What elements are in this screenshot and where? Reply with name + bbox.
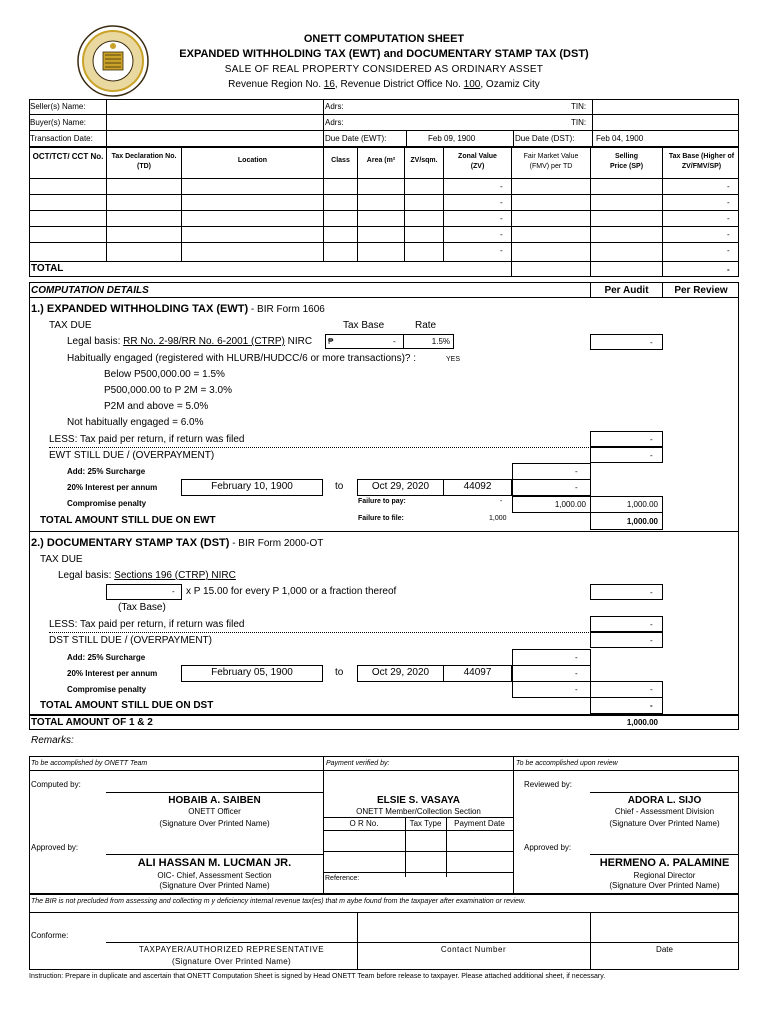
computed-by-label: Computed by: <box>31 780 81 789</box>
dst-base-box <box>106 584 182 600</box>
disclaimer: The BIR is not precluded from assessing and collecting m y deficiency internal revenue tax(es) that m aybe found from the taxpayer after examination or review. <box>31 898 526 905</box>
row1-zv: - <box>500 182 503 191</box>
ewt-interest-box <box>512 479 591 496</box>
ewt-interest-value: - <box>575 483 578 492</box>
rr-number: 16 <box>323 79 335 90</box>
rr-prefix: Revenue Region No. <box>228 79 324 90</box>
row2-zv: - <box>500 198 503 207</box>
approved-by-label: Approved by: <box>31 843 79 852</box>
computed-title: ONETT Officer <box>188 807 241 816</box>
conforme-label: Conforme: <box>31 931 69 940</box>
computed-sig-note: (Signature Over Printed Name) <box>159 819 270 828</box>
ewt-failure-file: Failure to file: <box>358 515 404 522</box>
row4-zv: - <box>500 230 503 239</box>
total-value: - <box>727 265 730 274</box>
verifier-name: ELSIE S. VASAYA <box>377 795 460 806</box>
taxpayer-sig-note: (Signature Over Printed Name) <box>172 957 291 966</box>
due-dst-value: Feb 04, 1900 <box>596 134 644 143</box>
col-zvsqm: ZV/sqm. <box>410 157 438 164</box>
reviewed-by-label: Reviewed by: <box>524 780 573 789</box>
ewt-legal-link: RR No. 2-98/RR No. 6-2001 (CTRP) <box>123 336 285 347</box>
dst-compromise-box <box>512 681 591 698</box>
sheet-line3: SALE OF REAL PROPERTY CONSIDERED AS ORDINARY ASSET <box>224 64 544 75</box>
dst-interest: 20% Interest per annum <box>67 669 158 678</box>
dst-base-value: - <box>172 587 175 596</box>
dst-less: LESS: Tax paid per return, if return was filed <box>49 619 245 630</box>
buyer-tin-label: TIN: <box>571 118 587 127</box>
due-dst-label: Due Date (DST): <box>515 134 575 143</box>
dst-legal-line <box>58 570 236 581</box>
ewt-compromise-audit: 1,000.00 <box>554 500 586 509</box>
dst-legal-link: Sections 196 (CTRP) NIRC <box>114 570 236 581</box>
ewt-rate-1: Below P500,000.00 = 1.5% <box>104 369 225 380</box>
upon-review-label: To be accomplished upon review <box>516 760 618 767</box>
dst-tax-base-note: (Tax Base) <box>118 602 166 613</box>
ewt-rate-value: 1.5% <box>431 337 450 346</box>
dst-heading: 2.) DOCUMENTARY STAMP TAX (DST) <box>31 537 230 549</box>
dst-to-date: Oct 29, 2020 <box>371 667 430 678</box>
ewt-to: to <box>335 481 344 492</box>
rdo-suffix: , Ozamiz City <box>480 79 540 90</box>
sheet-title: ONETT COMPUTATION SHEET <box>303 33 465 45</box>
col-sp: Selling Price (SP) <box>609 153 644 170</box>
remarks-label: Remarks: <box>31 735 74 746</box>
ewt-total-label: TOTAL AMOUNT STILL DUE ON EWT <box>40 515 216 526</box>
dst-interest-box <box>512 665 591 682</box>
col-zv: Zonal Value (ZV) <box>458 153 497 170</box>
approver1-sig-note: (Signature Over Printed Name) <box>159 881 270 890</box>
sheet-subtitle: EXPANDED WITHHOLDING TAX (EWT) and DOCUMENTARY STAMP TAX (DST) <box>179 48 589 60</box>
col-td: Tax Declaration No. (TD) <box>111 153 177 170</box>
seller-label: Seller(s) Name: <box>30 102 86 111</box>
approved-by2-label: Approved by: <box>524 843 572 852</box>
ewt-legal-suffix: NIRC <box>284 336 313 347</box>
buyer-label: Buyer(s) Name: <box>30 118 87 127</box>
ewt-surcharge-box <box>512 463 591 480</box>
due-ewt-value: Feb 09, 1900 <box>428 134 476 143</box>
reviewer-title: Chief - Assessment Division <box>614 807 715 816</box>
dst-surcharge-value: - <box>575 653 578 662</box>
ewt-peso: ₱ <box>328 337 334 346</box>
dst-rate-text: x P 15.00 for every P 1,000 or a fraction thereof <box>186 586 397 597</box>
onett-team-label: To be accomplished by ONETT Team <box>31 760 148 767</box>
or-no-label: O R No. <box>349 819 379 828</box>
ewt-rate-label: Rate <box>415 320 437 331</box>
grand-total-label: TOTAL AMOUNT OF 1 & 2 <box>31 717 153 728</box>
ewt-audit-value: - <box>650 338 653 347</box>
ewt-heading-line <box>31 303 325 315</box>
contact-number-label: Contact Number <box>440 945 507 954</box>
dst-total-value: - <box>650 701 653 710</box>
ewt-still-due-value: - <box>650 451 653 460</box>
ewt-still-due: EWT STILL DUE / (OVERPAYMENT) <box>49 450 215 461</box>
dst-interest-value: - <box>575 669 578 678</box>
ewt-tax-due: TAX DUE <box>49 320 92 331</box>
seller-adrs-label: Adrs: <box>325 102 344 111</box>
rdo-prefix: , Revenue District Office No. <box>334 79 464 90</box>
rdo-number: 100 <box>463 79 481 90</box>
ewt-surcharge: Add: 25% Surcharge <box>67 467 146 476</box>
reviewer-sig-note: (Signature Over Printed Name) <box>609 819 720 828</box>
ewt-failure-pay-value: - <box>500 498 503 505</box>
ewt-surcharge-value: - <box>575 467 578 476</box>
dst-compromise-value: - <box>575 685 578 694</box>
reference-label: Reference: <box>325 875 360 882</box>
row2-tb: - <box>727 198 730 207</box>
ewt-legal-line <box>67 336 312 347</box>
dst-audit-value: - <box>650 588 653 597</box>
col-fmv: Fair Market Value (FMV) per TD <box>523 153 579 170</box>
ewt-to-date: Oct 29, 2020 <box>371 481 430 492</box>
ewt-legal-prefix: Legal basis: <box>67 336 124 347</box>
ewt-from-date: February 10, 1900 <box>211 481 293 492</box>
approver2-sig-note: (Signature Over Printed Name) <box>609 881 720 890</box>
verifier-title: ONETT Member/Collection Section <box>356 807 481 816</box>
dst-still-due-value: - <box>650 636 653 645</box>
dst-surcharge-box <box>512 649 591 666</box>
ewt-total-value: 1,000.00 <box>626 517 658 526</box>
computed-name: HOBAIB A. SAIBEN <box>168 795 261 806</box>
due-ewt-label: Due Date (EWT): <box>325 134 387 143</box>
date-label: Date <box>656 945 673 954</box>
ewt-days: 44092 <box>463 481 492 492</box>
ewt-rate-4: Not habitually engaged = 6.0% <box>67 417 204 428</box>
dst-form: - BIR Form 2000-OT <box>229 538 324 549</box>
ewt-base-value: - <box>393 337 396 346</box>
approver1-name: ALI HASSAN M. LUCMAN JR. <box>137 857 292 869</box>
row3-zv: - <box>500 214 503 223</box>
col-taxbase: Tax Base (Higher of ZV/FMV/SP) <box>668 153 735 170</box>
dst-compromise-review: - <box>650 685 653 694</box>
dst-legal-prefix: Legal basis: <box>58 570 115 581</box>
dst-total-label: TOTAL AMOUNT STILL DUE ON DST <box>40 700 214 711</box>
dst-heading-line <box>31 537 323 549</box>
ewt-interest: 20% Interest per annum <box>67 483 158 492</box>
dst-less-value: - <box>650 620 653 629</box>
dst-days: 44097 <box>463 667 492 678</box>
row3-tb: - <box>727 214 730 223</box>
revenue-region-line <box>0 79 768 90</box>
ewt-habitual: Habitually engaged (registered with HLURB/HUDCC/6 or more transactions)? : <box>67 353 417 364</box>
ewt-less: LESS: Tax paid per return, if return was filed <box>49 434 245 445</box>
taxpayer-label: TAXPAYER/AUTHORIZED REPRESENTATIVE <box>138 945 325 954</box>
ewt-rate-2: P500,000.00 to P 2M = 3.0% <box>104 385 232 396</box>
dst-from-date: February 05, 1900 <box>211 667 293 678</box>
tax-type-label: Tax Type <box>409 819 442 828</box>
transaction-date-label: Transaction Date: <box>30 134 93 143</box>
ewt-failure-file-value: 1,000 <box>489 515 507 522</box>
dst-still-due: DST STILL DUE / (OVERPAYMENT) <box>49 635 212 646</box>
row1-tb: - <box>727 182 730 191</box>
total-label: TOTAL <box>31 263 64 274</box>
ewt-tax-base-label: Tax Base <box>343 320 385 331</box>
payment-verified-label: Payment verified by: <box>326 760 390 767</box>
instruction-text: Instruction: Prepare in duplicate and ascertain that ONETT Computation Sheet is signed by Head ONETT Team before release to taxpayer. Please attached additional sheet, if necessary. <box>29 973 606 980</box>
grand-total-value: 1,000.00 <box>626 718 658 727</box>
row4-tb: - <box>727 230 730 239</box>
col-location: Location <box>237 157 268 164</box>
ewt-form: - BIR Form 1606 <box>248 304 325 315</box>
approver2-title: Regional Director <box>633 871 696 880</box>
buyer-adrs-label: Adrs: <box>325 118 344 127</box>
ewt-compromise-review: 1,000.00 <box>626 500 658 509</box>
dst-surcharge: Add: 25% Surcharge <box>67 653 146 662</box>
approver1-title: OIC- Chief, Assessment Section <box>157 871 272 880</box>
ewt-failure-pay: Failure to pay: <box>358 498 406 505</box>
seller-tin-label: TIN: <box>571 102 587 111</box>
ewt-habitual-answer: YES <box>446 356 461 363</box>
per-audit-label: Per Audit <box>604 285 649 296</box>
ewt-compromise: Compromise penalty <box>67 499 147 508</box>
dst-compromise: Compromise penalty <box>67 685 147 694</box>
col-area: Area (m² <box>366 157 396 164</box>
dst-tax-due: TAX DUE <box>40 554 83 565</box>
col-oct: OCT/TCT/ CCT No. <box>32 152 104 161</box>
computation-label: COMPUTATION DETAILS <box>31 285 149 296</box>
per-review-label: Per Review <box>674 285 728 296</box>
reviewer-name: ADORA L. SIJO <box>627 795 702 806</box>
approver2-name: HERMENO A. PALAMINE <box>599 857 730 869</box>
dst-to: to <box>335 667 344 678</box>
ewt-heading: 1.) EXPANDED WITHHOLDING TAX (EWT) <box>31 303 249 315</box>
row5-zv: - <box>500 246 503 255</box>
ewt-rate-3: P2M and above = 5.0% <box>104 401 209 412</box>
col-class: Class <box>331 157 350 164</box>
payment-date-label: Payment Date <box>454 819 505 828</box>
ewt-less-value: - <box>650 435 653 444</box>
row5-tb: - <box>727 246 730 255</box>
